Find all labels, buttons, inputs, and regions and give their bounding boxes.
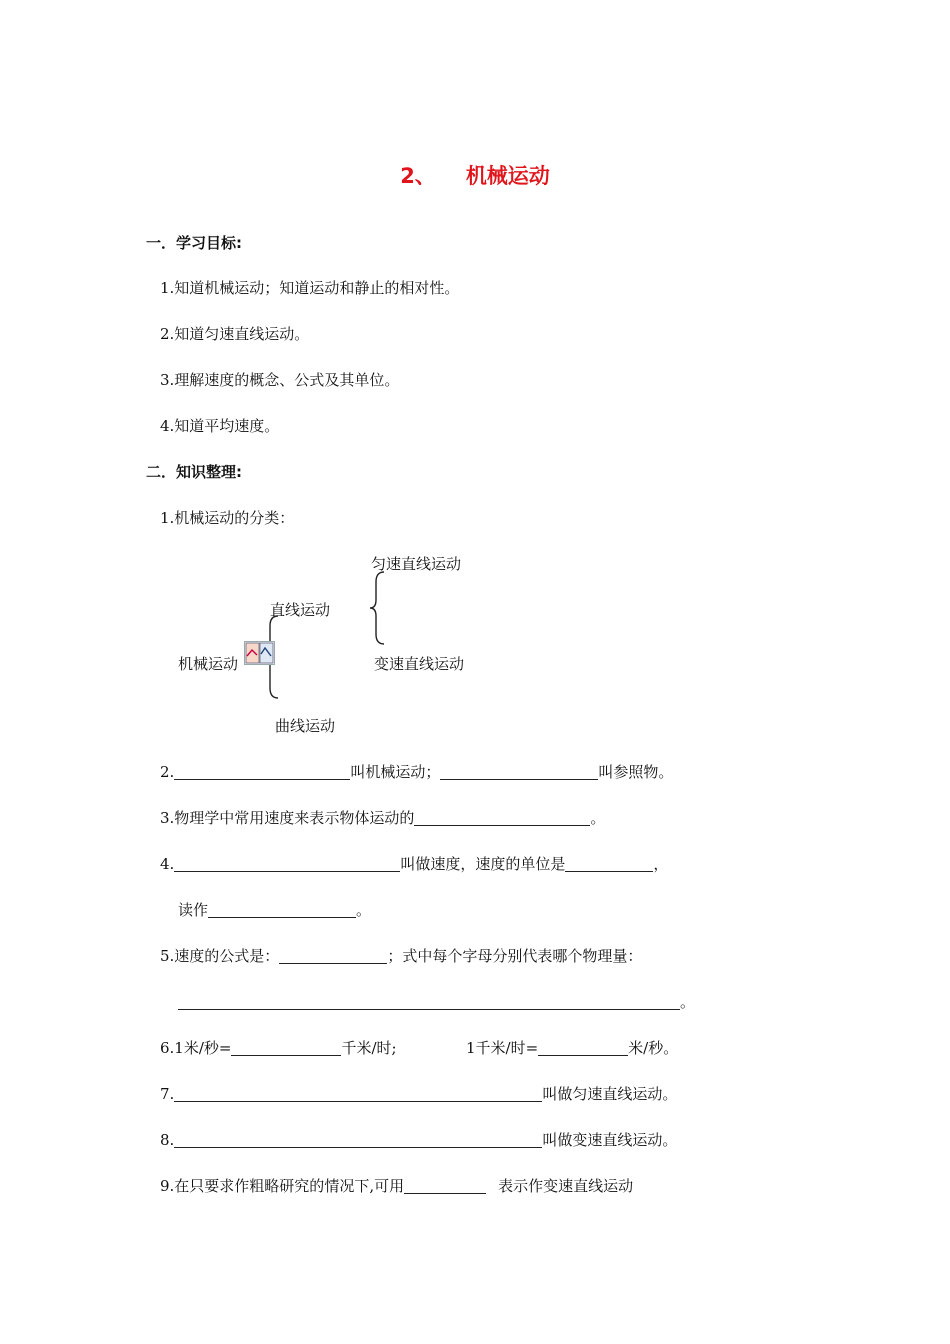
- question-8: 8. 叫做变速直线运动。: [160, 1131, 678, 1149]
- answer-blank[interactable]: [208, 901, 356, 918]
- title-number: 2、: [400, 164, 436, 188]
- broken-image-icon: [244, 641, 275, 665]
- answer-blank[interactable]: [414, 809, 590, 826]
- answer-blank[interactable]: [404, 1177, 486, 1194]
- section-heading-knowledge: 二．知识整理:: [146, 463, 242, 481]
- brace-straight-branches: [366, 570, 390, 646]
- question-6: 6.1米/秒= 千米/时;: [160, 1039, 397, 1057]
- question-1: 1.机械运动的分类：: [160, 509, 295, 527]
- question-7: 7. 叫做匀速直线运动。: [160, 1085, 678, 1103]
- goal-item: 4.知道平均速度。: [160, 417, 280, 435]
- question-2: 2. 叫机械运动； 叫参照物。: [160, 763, 674, 781]
- question-9: 9.在只要求作粗略研究的情况下,可用 表示作变速直线运动: [160, 1177, 634, 1195]
- diagram-root-motion: 机械运动: [178, 655, 239, 673]
- question-6-part-2: 1千米/时= 米/秒。: [466, 1039, 679, 1057]
- question-3: 3.物理学中常用速度来表示物体运动的 。: [160, 809, 606, 827]
- diagram-variable-motion: 变速直线运动: [374, 655, 465, 673]
- question-4: 4. 叫做速度，速度的单位是 ，: [160, 855, 669, 873]
- answer-blank[interactable]: [174, 763, 350, 780]
- question-5-line-2: 。: [178, 991, 695, 1012]
- answer-blank[interactable]: [279, 947, 387, 964]
- section-heading-goals: 一．学习目标:: [146, 234, 242, 252]
- answer-blank[interactable]: [174, 1085, 542, 1102]
- answer-blank[interactable]: [174, 855, 400, 872]
- answer-blank[interactable]: [174, 1131, 542, 1148]
- diagram-straight-motion: 直线运动: [270, 601, 331, 619]
- answer-blank[interactable]: [565, 855, 653, 872]
- answer-blank[interactable]: [538, 1039, 628, 1056]
- goal-item: 1.知道机械运动；知道运动和静止的相对性。: [160, 279, 460, 297]
- goal-item: 3.理解速度的概念、公式及其单位。: [160, 371, 400, 389]
- answer-blank[interactable]: [440, 763, 598, 780]
- title-text: 机械运动: [465, 164, 550, 188]
- diagram-uniform-motion: 匀速直线运动: [371, 555, 462, 573]
- question-4-line-2: 读作 。: [178, 901, 372, 919]
- diagram-curve-motion: 曲线运动: [275, 717, 336, 735]
- answer-blank[interactable]: [178, 993, 680, 1010]
- page-title: [0, 160, 950, 190]
- question-5: 5.速度的公式是： ；式中每个字母分别代表哪个物理量：: [160, 947, 643, 965]
- answer-blank[interactable]: [231, 1039, 341, 1056]
- goal-item: 2.知道匀速直线运动。: [160, 325, 310, 343]
